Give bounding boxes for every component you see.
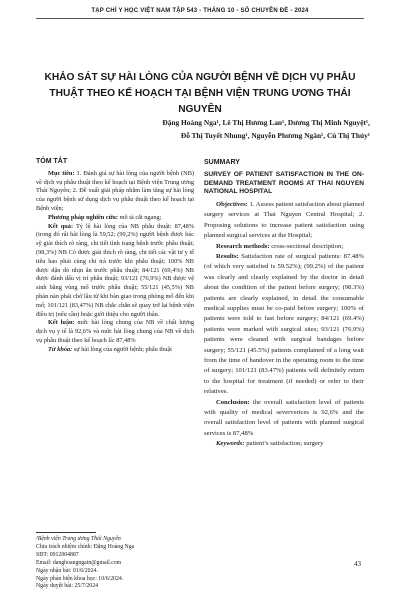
keywords-text-en: patient’s satisfaction; surgery <box>244 440 324 448</box>
results-en <box>204 252 364 398</box>
vietnamese-abstract <box>36 158 194 355</box>
methods-label-en: Research methods: <box>216 242 270 250</box>
affiliation-note: ¹Bệnh viện Trung ương Thái Nguyên <box>36 536 121 542</box>
objectives-vn <box>36 170 194 214</box>
methods-text-vn: mô tả cắt ngang; <box>118 213 162 221</box>
footnote-rule <box>36 532 96 533</box>
phone-number: SĐT: 0912004887 <box>36 551 79 558</box>
keywords-en <box>204 439 364 449</box>
conclusion-en <box>204 398 364 440</box>
objectives-text-vn: 1. Đánh giá sự hài lòng của người bệnh (NB) về dịch vụ phẫu thuật theo kế hoạch tại Bệnh viện Trung ương Thái Nguyên; 2. Đề xuất giải pháp nhằm làm tăng sự hài lòng của người bệnh sử dụng dịch vụ phẫu thuật theo kế hoạch tại Bệnh viện; <box>36 169 194 212</box>
conclusion-vn <box>36 319 194 345</box>
keywords-label-vn: Từ khóa: <box>48 345 73 353</box>
results-label-en: Results: <box>216 252 239 260</box>
authors-line-2: Đỗ Thị Tuyết Nhung¹, Nguyễn Phương Ngân¹, Cù Thị Thủy¹ <box>180 131 370 140</box>
footnotes <box>36 536 196 591</box>
objectives-en <box>204 200 364 242</box>
date-accepted: Ngày duyệt bài: 25/7/2024 <box>36 583 98 590</box>
keywords-label-en: Keywords: <box>216 440 245 448</box>
methods-label-vn: Phương pháp nghiên cứu: <box>48 213 119 221</box>
article-title: KHẢO SÁT SỰ HÀI LÒNG CỦA NGƯỜI BỆNH VỀ DỊCH VỤ PHẪU THUẬT THEO KẾ HOẠCH TẠI BỆNH VIỆN TRUNG ƯƠNG THÁI NGUYÊN <box>44 72 356 115</box>
english-abstract <box>204 158 364 450</box>
page-number: 43 <box>354 560 361 568</box>
conclusion-label-en: Conclusion: <box>216 398 250 406</box>
abstract-heading-en: SUMMARY <box>204 159 240 166</box>
keywords-text-vn: sự hài lòng của người bệnh; phẫu thuật <box>72 345 172 353</box>
methods-text-en: cross-sectional description; <box>269 242 344 250</box>
objectives-label-vn: Mục tiêu: <box>48 169 75 177</box>
conclusion-text-vn: mức hài lòng chung của NB về chất lượng dịch vụ y tế là 92,6% và mức hài lòng chung của NB về dịch vụ phẫu thuật theo kế hoạch là: 87,48% <box>36 319 194 344</box>
header-rule <box>36 18 364 19</box>
date-reviewed: Ngày phản biện khoa học: 10/6/2024. <box>36 575 124 582</box>
conclusion-text-en: the overall satisfaction level of patients with quality of medical seververices is 92,6% and the overall satisfaction level of patients with planned surgical services is 87,48% <box>204 398 364 437</box>
results-text-en: Satisfaction rate of surgical patients: 87.48% (of which very satisfied is 59.52%); (99.2%) of the patient was clearly and clearly explained by the doctor in detail about the condition of the patient before surgery; (98.3%) patients are clearly explained, in detail the consumable medical supplies must be co-paid before surgery; 100% of patients were told to fast before surgery; 84/121 (69.4%) patients were marked with surgical sites; 93/121 (76.9%) patients were cleaned with surgical bandages before surgery; 55/121 (45.5%) patients complained of a long wait from the time of handover in the operating room to the time of surgery; 101/121 (83.47%) patients will definitely return to the hospital for treatment (if needed) or refer to their relatives. <box>204 252 364 396</box>
email-address: Email: danghoangngatn@gmail.com <box>36 559 122 566</box>
methods-en <box>204 242 364 252</box>
english-title: SURVEY OF PATIENT SATISFACTION IN THE ON-DEMAND TREATMENT ROOMS AT THAI NGUYEN NATIONAL HOSPITAL <box>204 171 364 196</box>
author-list <box>90 116 370 142</box>
results-vn <box>36 223 194 320</box>
journal-header: TẠP CHÍ Y HỌC VIỆT NAM TẬP 543 - THÁNG 10 - SỐ CHUYÊN ĐỀ - 2024 <box>91 8 309 14</box>
keywords-vn <box>36 346 194 355</box>
authors-line-1: Đặng Hoàng Nga¹, Lê Thị Hương Lan¹, Dương Thị Minh Nguyệt¹, <box>162 118 370 127</box>
corresponding-author: Chịu trách nhiệm chính: Đặng Hoàng Nga <box>36 543 135 550</box>
conclusion-label-vn: Kết luận: <box>48 319 75 327</box>
results-label-vn: Kết quả: <box>48 222 74 230</box>
date-received: Ngày nhận bài: 01/6/2024. <box>36 567 98 574</box>
abstract-heading-vn: TÓM TẮT <box>36 158 68 165</box>
objectives-label-en: Objectives: <box>216 200 248 208</box>
methods-vn <box>36 214 194 223</box>
results-text-vn: Tỷ lệ hài lòng của NB phẫu thuật: 87,48% (trong đó rất hài lòng là 59,52; (99,2%) người bệnh được bác sỹ giải thích rõ ràng, chi tiết tình trạng bệnh trước phẫu thuật; (98,3%) NB Cỏ được giải thích rõ ràng, chi tiết các vật tư y tế tiêu hao phải cùng chi trả trước khi phẫu thuật; 100% NB được dặn dò nhịn ăn trước phẫu thuật; 84/121 (69,4%) NB được đánh dấu vị trí phẫu thuật; 93/121 (76,9%) NB được vệ sinh băng vùng mổ trước phẫu thuật; 55/121 (45,5%) NB phàn nàn phải chờ lâu từ khi bàn giao trong phòng mổ đến khi mổ; 101/121 (83,47%) NB chắc chắn sẽ quay trở lại bệnh viện điều trị (nếu cần) hoặc giới thiệu cho người thân. <box>36 222 194 318</box>
objectives-text-en: 1. Assess patient satisfaction about planned surgery services at Thai Nguyen Central Hospital; 2. Proposing solutions to increase patient satisfaction using planned surgical services at the Hospital; <box>204 200 364 240</box>
